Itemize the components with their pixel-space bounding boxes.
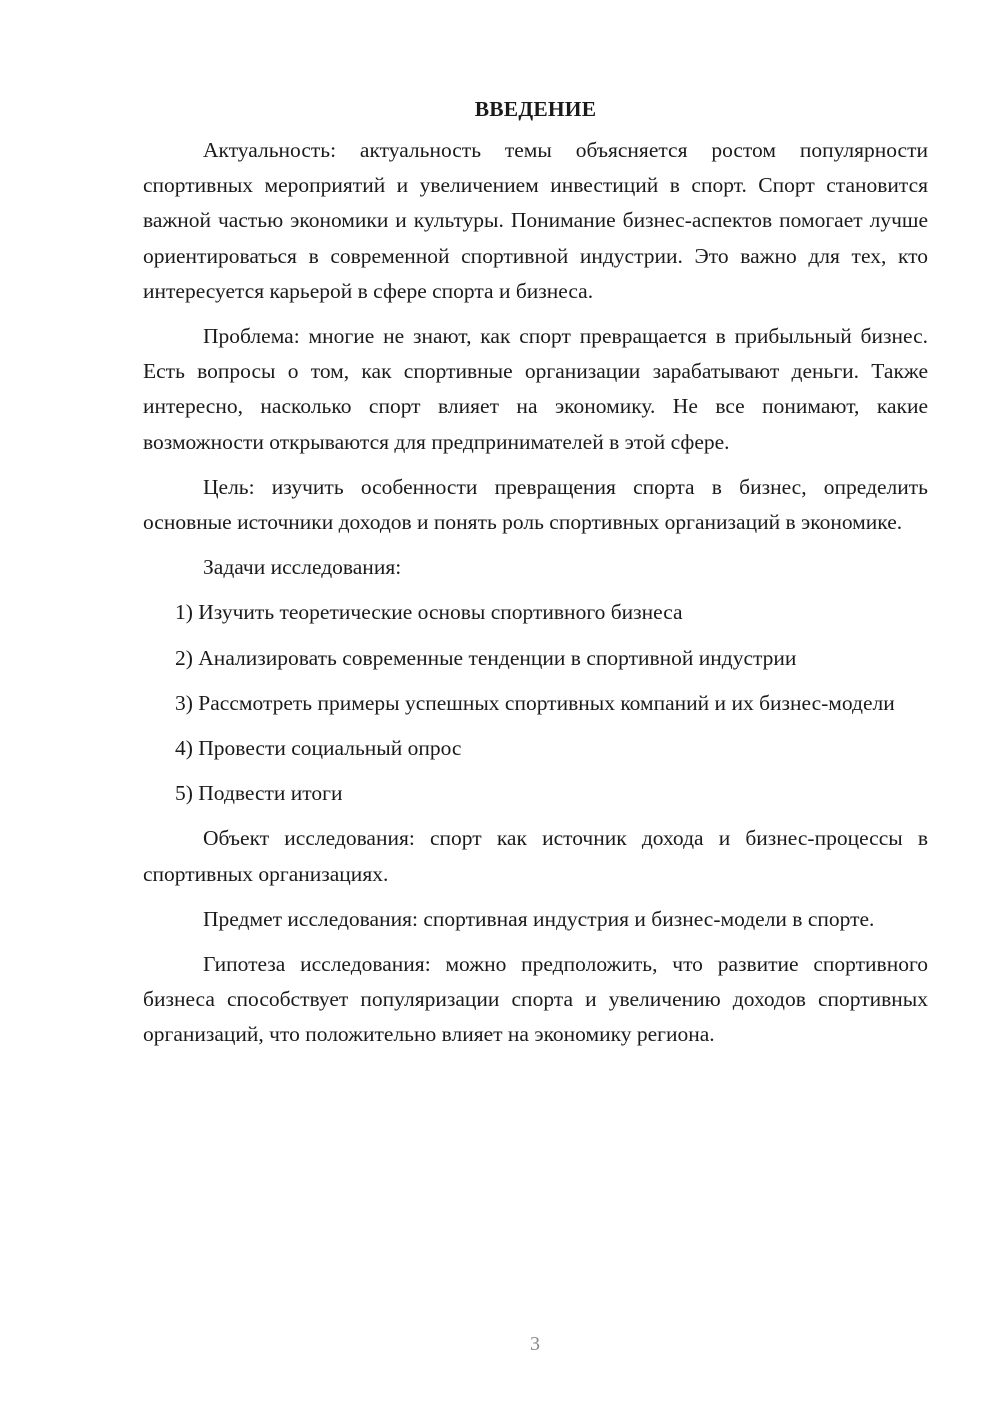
document-page: [143, 92, 928, 1053]
tasks-heading: Задачи исследования:: [203, 555, 402, 580]
list-item-task-4: 4) Провести социальный опрос: [175, 736, 462, 761]
page-number: 3: [530, 1333, 540, 1355]
paragraph-goal: Цель: изучить особенности превращения спорта в бизнес, определить основные источники доходов и понять роль спортивных организаций в экономике.: [143, 474, 928, 535]
page-title: ВВЕДЕНИЕ: [474, 97, 597, 121]
list-item-task-5: 5) Подвести итоги: [175, 781, 343, 806]
paragraph-object: Объект исследования: спорт как источник дохода и бизнес-процессы в спортивных организациях.: [143, 826, 928, 886]
list-item-task-3: 3) Рассмотреть примеры успешных спортивных компаний и их бизнес-модели: [175, 690, 895, 715]
list-item-task-2: 2) Анализировать современные тенденции в спортивной индустрии: [175, 645, 797, 670]
paragraph-subject: Предмет исследования: спортивная индустрия и бизнес-модели в спорте.: [203, 906, 875, 931]
paragraph-relevance: Актуальность: актуальность темы объясняется ростом популярности спортивных мероприятий и увеличением инвестиций в спорт. Спорт становится важной частью экономики и культуры. Понимание бизнес-аспектов помогает лучше ориентироваться в современной спортивной индустрии. Это важно для тех, кто интересуется карьерой в сфере спорта и бизнеса.: [143, 138, 928, 303]
paragraph-problem: Проблема: многие не знают, как спорт превращается в прибыльный бизнес. Есть вопросы о том, как спортивные организации зарабатывают деньги. Также интересно, насколько спорт влияет на экономику. Не все понимают, какие возможности открываются для предпринимателей в этой сфере.: [143, 324, 928, 454]
list-item-task-1: 1) Изучить теоретические основы спортивного бизнеса: [175, 600, 683, 625]
paragraph-hypothesis: Гипотеза исследования: можно предположить, что развитие спортивного бизнеса способствует популяризации спорта и увеличению доходов спортивных организаций, что положительно влияет на экономику региона.: [143, 952, 928, 1047]
